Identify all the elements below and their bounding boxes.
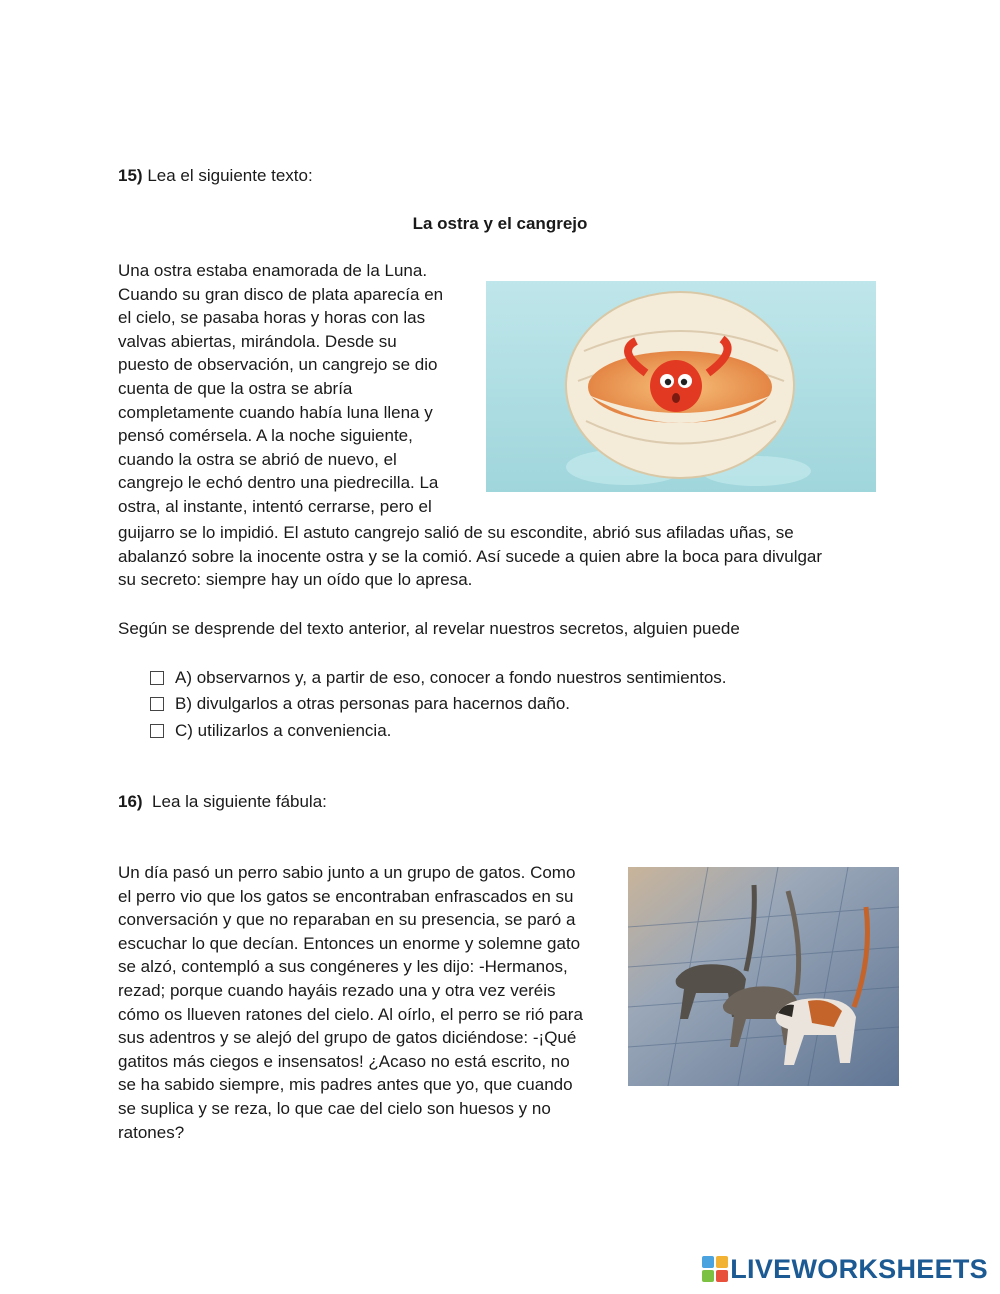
story-line: rezad; porque cuando hayáis rezado una y otra vez veréis [118, 980, 556, 1000]
option-c-checkbox[interactable] [150, 724, 164, 738]
story-line: conversación y que no reparaban en su presencia, se paró a [118, 910, 576, 930]
story-line: Cuando su gran disco de plata aparecía en [118, 284, 444, 304]
q15-story-full [118, 521, 882, 592]
logo-text: LIVEWORKSHEETS [730, 1254, 988, 1284]
story-line: se alzó, contempló a sus congéneres y les dijo: -Hermanos, [118, 957, 568, 977]
q16-number: 16) [118, 792, 143, 811]
q15-option-c[interactable] [150, 719, 391, 743]
q16-story [118, 861, 612, 1144]
story-line: se suplica y se reza, lo que cae del cielo son huesos y no [118, 1098, 551, 1118]
oyster-crab-icon [486, 281, 876, 492]
q15-option-a[interactable] [150, 666, 727, 690]
story-line: gatitos más ciegos e insensatos! ¿Acaso no está escrito, no [118, 1051, 570, 1071]
liveworksheets-logo-icon [702, 1256, 728, 1282]
option-a-checkbox[interactable] [150, 671, 164, 685]
cats-photo-icon [628, 867, 899, 1086]
q15-story-wrapped [118, 259, 470, 519]
story-line: sus adentros y se alejó del grupo de gatos diciéndose: -¡Qué [118, 1028, 577, 1048]
option-b-label[interactable]: B) divulgarlos a otras personas para hacernos daño. [175, 694, 571, 714]
three-cats-photo [628, 867, 899, 1086]
q16-instruction: Lea la siguiente fábula: [152, 792, 327, 811]
q15-option-b[interactable] [150, 692, 570, 716]
oyster-crab-illustration [486, 281, 876, 492]
story-line: pensó comérsela. A la noche siguiente, [118, 426, 413, 446]
story-line: Una ostra estaba enamorada de la Luna. [118, 261, 428, 280]
story-line: el cielo, se pasaba horas y horas con las [118, 308, 426, 328]
q15-number: 15) [118, 166, 143, 185]
q15-heading [118, 164, 313, 188]
q15-question: Según se desprende del texto anterior, al revelar nuestros secretos, alguien puede [118, 619, 740, 638]
option-c-label[interactable]: C) utilizarlos a conveniencia. [175, 721, 392, 741]
story-line: puesto de observación, un cangrejo se dio [118, 355, 438, 375]
story-line: completamente cuando había luna llena y [118, 402, 433, 422]
liveworksheets-logo[interactable] [702, 1254, 988, 1284]
q15-story-title: La ostra y el cangrejo [412, 214, 588, 233]
story-line: cómo os llueven ratones del cielo. Al oírlo, el perro se rió para [118, 1004, 583, 1024]
story-line: cuando la ostra se abrió de nuevo, el [118, 449, 397, 469]
story-line: su secreto: siempre hay un oído que lo apresa. [118, 570, 473, 590]
option-a-label[interactable]: A) observarnos y, a partir de eso, conocer a fondo nuestros sentimientos. [175, 668, 727, 688]
story-line: cangrejo le echó dentro una piedrecilla. La [118, 473, 439, 493]
story-line: ratones? [118, 1122, 185, 1142]
q16-heading [118, 790, 327, 814]
story-line: ostra, al instante, intentó cerrarse, pero el [118, 496, 432, 516]
story-line: se ha sabido siempre, mis padres antes que yo, que cuando [118, 1075, 573, 1095]
story-line: valvas abiertas, mirándola. Desde su [118, 331, 397, 351]
story-line: guijarro se lo impidió. El astuto cangrejo salió de su escondite, abrió sus afiladas uñas, se [118, 523, 794, 542]
story-line: cuenta de que la ostra se abría [118, 378, 353, 398]
story-line: escuchar lo que decían. Entonces un enorme y solemne gato [118, 933, 581, 953]
option-b-checkbox[interactable] [150, 697, 164, 711]
story-line: abalanzó sobre la inocente ostra y se la comió. Así sucede a quien abre la boca para divulgar [118, 546, 823, 566]
story-line: Un día pasó un perro sabio junto a un grupo de gatos. Como [118, 863, 576, 882]
story-line: el perro vio que los gatos se encontraban enfrascados en su [118, 886, 574, 906]
q15-instruction: Lea el siguiente texto: [147, 166, 313, 185]
